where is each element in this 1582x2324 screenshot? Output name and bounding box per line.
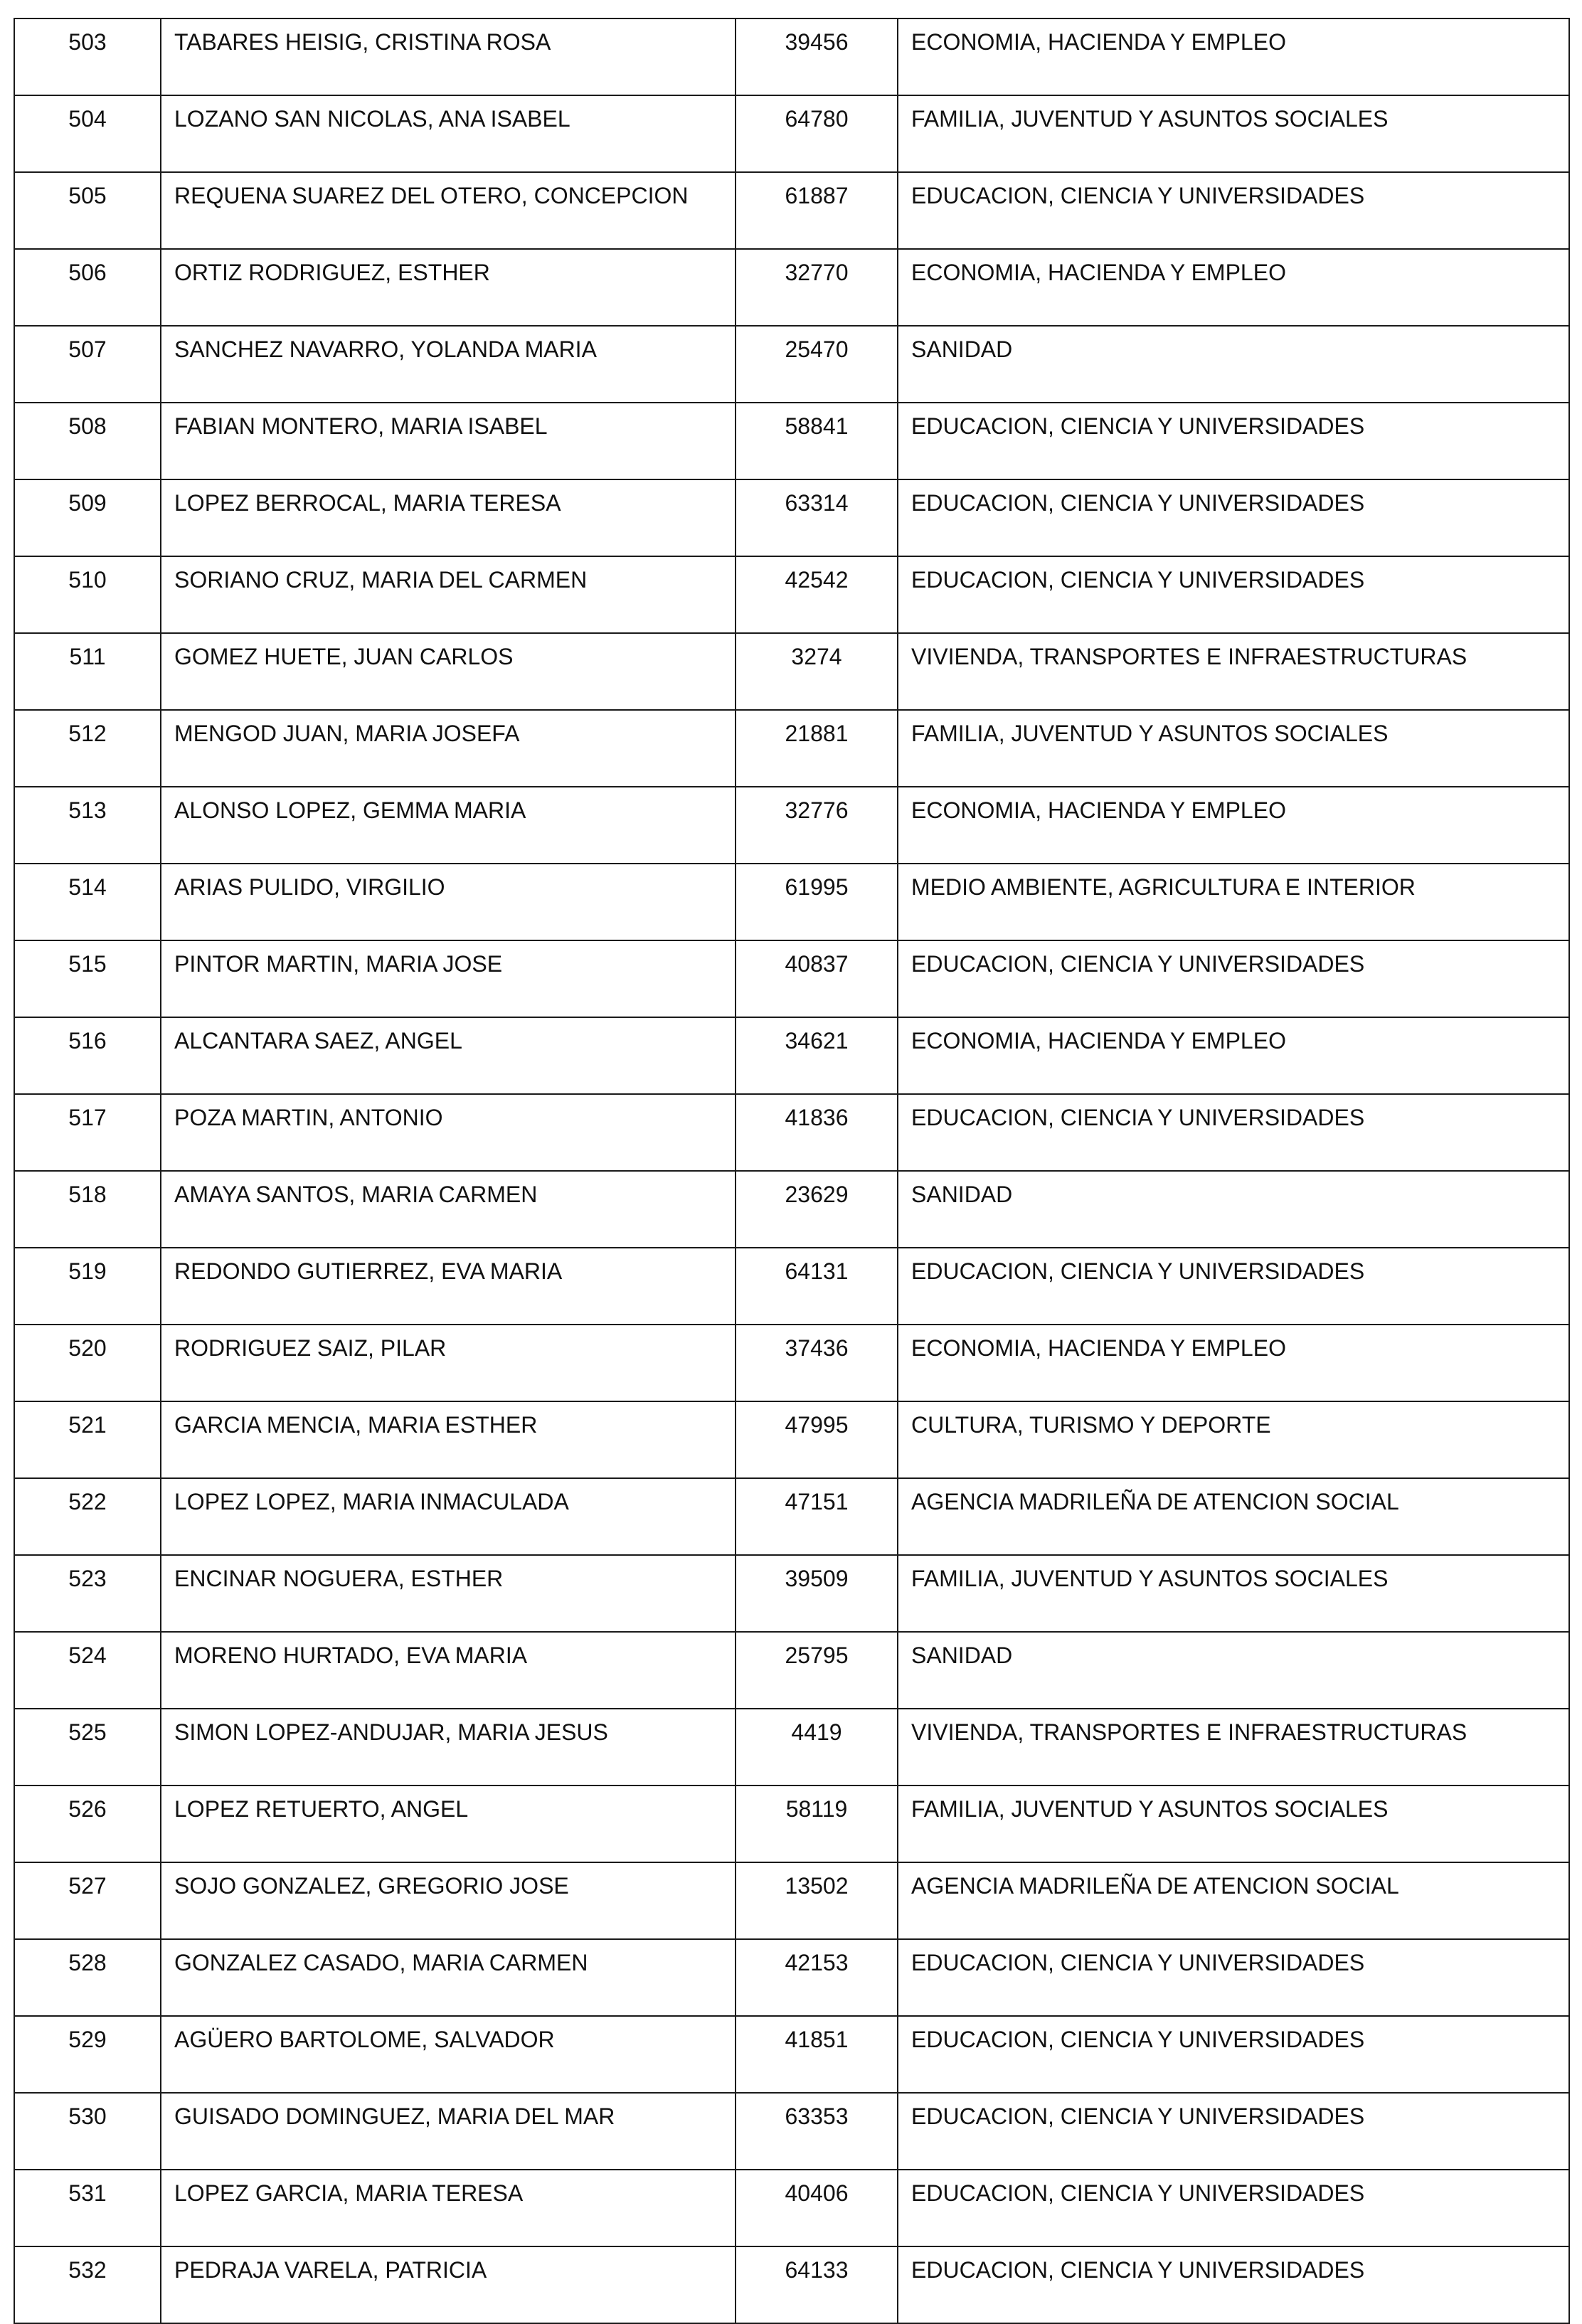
order-number-cell: 506 xyxy=(14,249,161,326)
full-name-cell: GARCIA MENCIA, MARIA ESTHER xyxy=(161,1401,736,1478)
department-cell: ECONOMIA, HACIENDA Y EMPLEO xyxy=(898,1325,1569,1401)
full-name-cell: SOJO GONZALEZ, GREGORIO JOSE xyxy=(161,1862,736,1939)
department-cell: EDUCACION, CIENCIA Y UNIVERSIDADES xyxy=(898,172,1569,249)
full-name-cell: AMAYA SANTOS, MARIA CARMEN xyxy=(161,1171,736,1248)
department-cell: SANIDAD xyxy=(898,326,1569,403)
table-row xyxy=(14,1709,1569,1786)
department-cell: ECONOMIA, HACIENDA Y EMPLEO xyxy=(898,18,1569,95)
department-cell: FAMILIA, JUVENTUD Y ASUNTOS SOCIALES xyxy=(898,1555,1569,1632)
order-number-cell: 530 xyxy=(14,2093,161,2170)
table-row xyxy=(14,633,1569,710)
order-number-cell: 519 xyxy=(14,1248,161,1325)
table-row xyxy=(14,326,1569,403)
table-row xyxy=(14,1555,1569,1632)
full-name-cell: SANCHEZ NAVARRO, YOLANDA MARIA xyxy=(161,326,736,403)
table-row xyxy=(14,940,1569,1017)
full-name-cell: GUISADO DOMINGUEZ, MARIA DEL MAR xyxy=(161,2093,736,2170)
code-cell: 23629 xyxy=(736,1171,898,1248)
order-number-cell: 518 xyxy=(14,1171,161,1248)
order-number-cell: 526 xyxy=(14,1786,161,1862)
table-row xyxy=(14,1632,1569,1709)
table-row xyxy=(14,1401,1569,1478)
table-row xyxy=(14,1478,1569,1555)
order-number-cell: 528 xyxy=(14,1939,161,2016)
full-name-cell: AGÜERO BARTOLOME, SALVADOR xyxy=(161,2016,736,2093)
code-cell: 58841 xyxy=(736,403,898,479)
order-number-cell: 509 xyxy=(14,479,161,556)
full-name-cell: POZA MARTIN, ANTONIO xyxy=(161,1094,736,1171)
department-cell: EDUCACION, CIENCIA Y UNIVERSIDADES xyxy=(898,1248,1569,1325)
full-name-cell: PINTOR MARTIN, MARIA JOSE xyxy=(161,940,736,1017)
code-cell: 41836 xyxy=(736,1094,898,1171)
full-name-cell: GONZALEZ CASADO, MARIA CARMEN xyxy=(161,1939,736,2016)
order-number-cell: 513 xyxy=(14,787,161,864)
code-cell: 4419 xyxy=(736,1709,898,1786)
full-name-cell: LOPEZ BERROCAL, MARIA TERESA xyxy=(161,479,736,556)
code-cell: 32776 xyxy=(736,787,898,864)
code-cell: 42153 xyxy=(736,1939,898,2016)
department-cell: FAMILIA, JUVENTUD Y ASUNTOS SOCIALES xyxy=(898,95,1569,172)
department-cell: AGENCIA MADRILEÑA DE ATENCION SOCIAL xyxy=(898,1862,1569,1939)
table-row xyxy=(14,249,1569,326)
full-name-cell: SIMON LOPEZ-ANDUJAR, MARIA JESUS xyxy=(161,1709,736,1786)
department-cell: VIVIENDA, TRANSPORTES E INFRAESTRUCTURAS xyxy=(898,1709,1569,1786)
order-number-cell: 512 xyxy=(14,710,161,787)
personnel-table xyxy=(14,18,1570,2324)
table-row xyxy=(14,1094,1569,1171)
table-row xyxy=(14,1325,1569,1401)
full-name-cell: PEDRAJA VARELA, PATRICIA xyxy=(161,2246,736,2323)
department-cell: AGENCIA MADRILEÑA DE ATENCION SOCIAL xyxy=(898,1478,1569,1555)
full-name-cell: SORIANO CRUZ, MARIA DEL CARMEN xyxy=(161,556,736,633)
table-row xyxy=(14,403,1569,479)
code-cell: 3274 xyxy=(736,633,898,710)
code-cell: 61995 xyxy=(736,864,898,940)
department-cell: EDUCACION, CIENCIA Y UNIVERSIDADES xyxy=(898,556,1569,633)
order-number-cell: 524 xyxy=(14,1632,161,1709)
department-cell: VIVIENDA, TRANSPORTES E INFRAESTRUCTURAS xyxy=(898,633,1569,710)
table-body xyxy=(14,18,1569,2323)
full-name-cell: FABIAN MONTERO, MARIA ISABEL xyxy=(161,403,736,479)
code-cell: 40406 xyxy=(736,2170,898,2246)
code-cell: 25470 xyxy=(736,326,898,403)
department-cell: EDUCACION, CIENCIA Y UNIVERSIDADES xyxy=(898,403,1569,479)
department-cell: FAMILIA, JUVENTUD Y ASUNTOS SOCIALES xyxy=(898,710,1569,787)
table-row xyxy=(14,1248,1569,1325)
code-cell: 47995 xyxy=(736,1401,898,1478)
code-cell: 63353 xyxy=(736,2093,898,2170)
order-number-cell: 531 xyxy=(14,2170,161,2246)
table-row xyxy=(14,18,1569,95)
table-row xyxy=(14,479,1569,556)
department-cell: MEDIO AMBIENTE, AGRICULTURA E INTERIOR xyxy=(898,864,1569,940)
full-name-cell: LOZANO SAN NICOLAS, ANA ISABEL xyxy=(161,95,736,172)
table-row xyxy=(14,710,1569,787)
full-name-cell: TABARES HEISIG, CRISTINA ROSA xyxy=(161,18,736,95)
full-name-cell: ALONSO LOPEZ, GEMMA MARIA xyxy=(161,787,736,864)
full-name-cell: LOPEZ LOPEZ, MARIA INMACULADA xyxy=(161,1478,736,1555)
table-row xyxy=(14,864,1569,940)
code-cell: 13502 xyxy=(736,1862,898,1939)
department-cell: EDUCACION, CIENCIA Y UNIVERSIDADES xyxy=(898,1939,1569,2016)
table-row xyxy=(14,1786,1569,1862)
department-cell: FAMILIA, JUVENTUD Y ASUNTOS SOCIALES xyxy=(898,1786,1569,1862)
code-cell: 63314 xyxy=(736,479,898,556)
table-row xyxy=(14,172,1569,249)
code-cell: 41851 xyxy=(736,2016,898,2093)
table-row xyxy=(14,2093,1569,2170)
full-name-cell: REDONDO GUTIERREZ, EVA MARIA xyxy=(161,1248,736,1325)
code-cell: 25795 xyxy=(736,1632,898,1709)
table-row xyxy=(14,2016,1569,2093)
department-cell: EDUCACION, CIENCIA Y UNIVERSIDADES xyxy=(898,479,1569,556)
department-cell: EDUCACION, CIENCIA Y UNIVERSIDADES xyxy=(898,2093,1569,2170)
full-name-cell: LOPEZ GARCIA, MARIA TERESA xyxy=(161,2170,736,2246)
code-cell: 39456 xyxy=(736,18,898,95)
code-cell: 64133 xyxy=(736,2246,898,2323)
table-row xyxy=(14,2170,1569,2246)
order-number-cell: 508 xyxy=(14,403,161,479)
order-number-cell: 520 xyxy=(14,1325,161,1401)
order-number-cell: 503 xyxy=(14,18,161,95)
full-name-cell: ALCANTARA SAEZ, ANGEL xyxy=(161,1017,736,1094)
code-cell: 47151 xyxy=(736,1478,898,1555)
order-number-cell: 511 xyxy=(14,633,161,710)
full-name-cell: LOPEZ RETUERTO, ANGEL xyxy=(161,1786,736,1862)
order-number-cell: 529 xyxy=(14,2016,161,2093)
department-cell: ECONOMIA, HACIENDA Y EMPLEO xyxy=(898,1017,1569,1094)
order-number-cell: 523 xyxy=(14,1555,161,1632)
code-cell: 61887 xyxy=(736,172,898,249)
order-number-cell: 525 xyxy=(14,1709,161,1786)
full-name-cell: ORTIZ RODRIGUEZ, ESTHER xyxy=(161,249,736,326)
table-row xyxy=(14,1939,1569,2016)
department-cell: SANIDAD xyxy=(898,1171,1569,1248)
department-cell: EDUCACION, CIENCIA Y UNIVERSIDADES xyxy=(898,940,1569,1017)
order-number-cell: 515 xyxy=(14,940,161,1017)
order-number-cell: 522 xyxy=(14,1478,161,1555)
code-cell: 58119 xyxy=(736,1786,898,1862)
order-number-cell: 514 xyxy=(14,864,161,940)
table-row xyxy=(14,787,1569,864)
full-name-cell: REQUENA SUAREZ DEL OTERO, CONCEPCION xyxy=(161,172,736,249)
department-cell: EDUCACION, CIENCIA Y UNIVERSIDADES xyxy=(898,2170,1569,2246)
full-name-cell: ARIAS PULIDO, VIRGILIO xyxy=(161,864,736,940)
order-number-cell: 532 xyxy=(14,2246,161,2323)
order-number-cell: 521 xyxy=(14,1401,161,1478)
full-name-cell: MORENO HURTADO, EVA MARIA xyxy=(161,1632,736,1709)
order-number-cell: 527 xyxy=(14,1862,161,1939)
table-row xyxy=(14,2246,1569,2323)
full-name-cell: RODRIGUEZ SAIZ, PILAR xyxy=(161,1325,736,1401)
code-cell: 42542 xyxy=(736,556,898,633)
order-number-cell: 517 xyxy=(14,1094,161,1171)
table-row xyxy=(14,1017,1569,1094)
department-cell: ECONOMIA, HACIENDA Y EMPLEO xyxy=(898,787,1569,864)
table-row xyxy=(14,1171,1569,1248)
code-cell: 21881 xyxy=(736,710,898,787)
code-cell: 37436 xyxy=(736,1325,898,1401)
code-cell: 40837 xyxy=(736,940,898,1017)
full-name-cell: MENGOD JUAN, MARIA JOSEFA xyxy=(161,710,736,787)
order-number-cell: 504 xyxy=(14,95,161,172)
department-cell: ECONOMIA, HACIENDA Y EMPLEO xyxy=(898,249,1569,326)
full-name-cell: ENCINAR NOGUERA, ESTHER xyxy=(161,1555,736,1632)
code-cell: 64131 xyxy=(736,1248,898,1325)
department-cell: CULTURA, TURISMO Y DEPORTE xyxy=(898,1401,1569,1478)
code-cell: 39509 xyxy=(736,1555,898,1632)
department-cell: EDUCACION, CIENCIA Y UNIVERSIDADES xyxy=(898,2016,1569,2093)
order-number-cell: 507 xyxy=(14,326,161,403)
department-cell: EDUCACION, CIENCIA Y UNIVERSIDADES xyxy=(898,1094,1569,1171)
table-row xyxy=(14,556,1569,633)
order-number-cell: 510 xyxy=(14,556,161,633)
code-cell: 64780 xyxy=(736,95,898,172)
order-number-cell: 516 xyxy=(14,1017,161,1094)
table-row xyxy=(14,95,1569,172)
department-cell: SANIDAD xyxy=(898,1632,1569,1709)
department-cell: EDUCACION, CIENCIA Y UNIVERSIDADES xyxy=(898,2246,1569,2323)
order-number-cell: 505 xyxy=(14,172,161,249)
table-row xyxy=(14,1862,1569,1939)
full-name-cell: GOMEZ HUETE, JUAN CARLOS xyxy=(161,633,736,710)
code-cell: 32770 xyxy=(736,249,898,326)
code-cell: 34621 xyxy=(736,1017,898,1094)
